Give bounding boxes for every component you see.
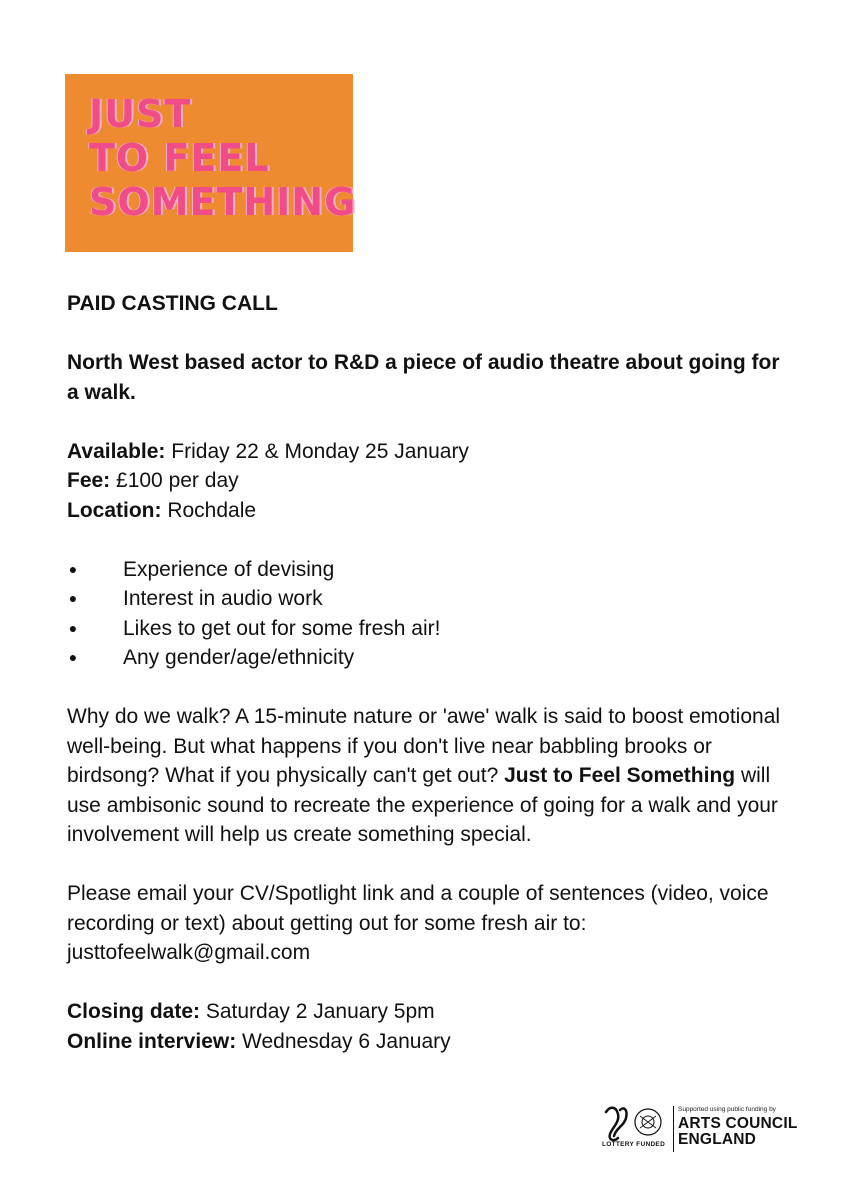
email-address: justtofeelwalk@gmail.com — [67, 941, 311, 964]
intro-text: North West based actor to R&D a piece of audio theatre about going for a walk. — [67, 351, 780, 404]
location-label: Location: — [67, 498, 162, 522]
page-title: PAID CASTING CALL — [67, 292, 278, 315]
available-value: Friday 22 & Monday 25 January — [165, 439, 469, 463]
logo-line-1: JUST — [89, 92, 192, 136]
lottery-label: LOTTERY FUNDED — [602, 1141, 666, 1148]
divider — [673, 1106, 674, 1152]
document-body — [67, 289, 787, 1056]
list-item: ● Likes to get out for some fresh air! — [67, 614, 787, 644]
interview-label: Online interview: — [67, 1029, 237, 1053]
arts-council-name: ARTS COUNCIL ENGLAND — [678, 1115, 798, 1148]
available-line — [67, 437, 787, 467]
apply-paragraph: Please email your CV/Spotlight link and a couple of sentences (video, voice recording or text) about getting out for some fresh air to: justtofeelwalk@gmail.com — [67, 882, 769, 964]
location-line — [67, 496, 787, 526]
bullet-icon: ● — [68, 619, 78, 636]
closing-date-value: Saturday 2 January 5pm — [200, 1000, 435, 1023]
logo-line-3: SOMETHING — [89, 180, 357, 224]
closing-date-line — [67, 997, 787, 1027]
requirements-list — [67, 555, 787, 673]
fee-value: £100 per day — [110, 469, 239, 492]
dates-block — [67, 997, 787, 1056]
closing-date-label: Closing date: — [67, 1000, 201, 1023]
details-block — [67, 437, 787, 526]
logo-wordmark — [89, 92, 356, 224]
fee-label: Fee: — [67, 469, 111, 492]
bullet-icon: ● — [68, 560, 78, 577]
interview-line — [67, 1027, 787, 1057]
bullet-icon: ● — [68, 649, 78, 665]
logo-banner — [65, 74, 357, 252]
fee-line — [67, 466, 787, 496]
logo-line-2: TO FEEL — [89, 136, 270, 180]
available-label: Available: — [67, 439, 166, 463]
description-paragraph: Why do we walk? A 15-minute nature or 'awe' walk is said to boost emotional well-being. But what happens if you don't live near babbling brooks or birdsong? What if you physically can't get out? Just to Feel Something will use ambisonic sound to recreate the experience of going for a walk and your involvement will help us create something special. — [67, 705, 781, 846]
bullet-icon: ● — [68, 590, 78, 606]
location-value: Rochdale — [161, 498, 257, 522]
list-item: ● Interest in audio work — [67, 584, 787, 614]
interview-value: Wednesday 6 January — [236, 1029, 451, 1053]
list-item: ● Any gender/age/ethnicity — [67, 643, 787, 673]
funder-logo — [600, 1104, 800, 1154]
support-text: Supported using public funding by — [678, 1106, 776, 1113]
list-item: ● Experience of devising — [67, 555, 787, 585]
project-title: Just to Feel Something — [504, 764, 736, 787]
